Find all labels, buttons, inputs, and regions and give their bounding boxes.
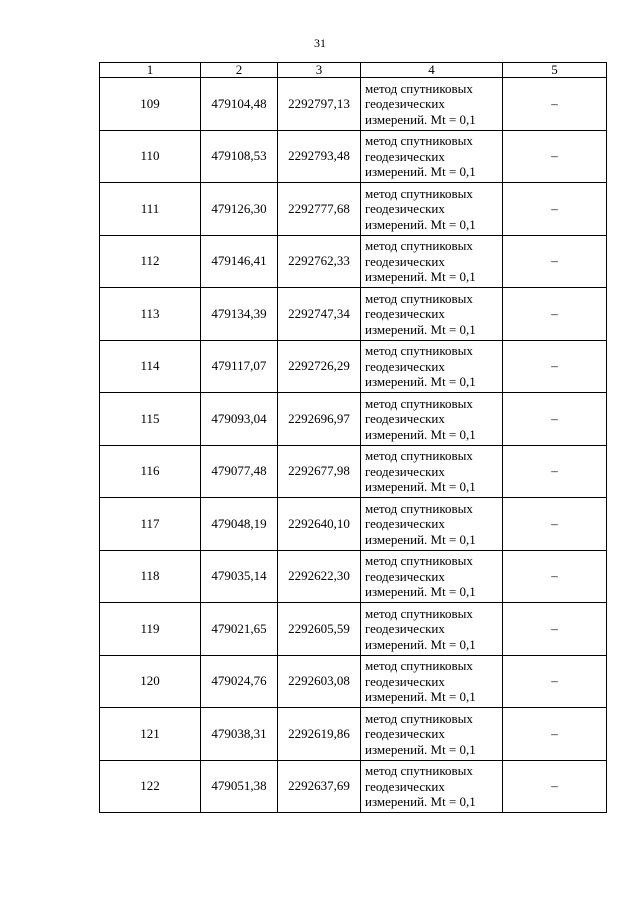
table-row — [100, 78, 607, 131]
point-number-cell: 116 — [100, 445, 201, 498]
column-header-3: 3 — [278, 63, 361, 78]
method-cell — [361, 183, 503, 236]
table-row — [100, 340, 607, 393]
point-number-cell: 117 — [100, 498, 201, 551]
x-coordinate-cell: 479035,14 — [201, 550, 278, 603]
column-header-2: 2 — [201, 63, 278, 78]
note-cell: – — [503, 550, 607, 603]
x-coordinate-cell: 479038,31 — [201, 708, 278, 761]
method-cell — [361, 550, 503, 603]
method-line: измерений. Mt = 0,1 — [365, 794, 476, 809]
method-line: измерений. Mt = 0,1 — [365, 741, 476, 757]
note-cell: – — [503, 445, 607, 498]
method-line: метод спутниковых — [365, 290, 473, 306]
x-coordinate-cell: 479021,65 — [201, 603, 278, 656]
table-row — [100, 760, 607, 813]
method-cell — [361, 603, 503, 656]
method-cell — [361, 288, 503, 341]
note-cell: – — [503, 78, 607, 131]
y-coordinate-cell: 2292637,69 — [278, 760, 361, 813]
x-coordinate-cell: 479108,53 — [201, 130, 278, 183]
method-line: геодезических — [365, 253, 445, 269]
note-cell: – — [503, 760, 607, 813]
x-coordinate-cell: 479093,04 — [201, 393, 278, 446]
note-cell: – — [503, 393, 607, 446]
method-line: измерений. Mt = 0,1 — [365, 216, 476, 232]
table-row — [100, 498, 607, 551]
table-row — [100, 655, 607, 708]
point-number-cell: 112 — [100, 235, 201, 288]
table-row — [100, 130, 607, 183]
x-coordinate-cell: 479048,19 — [201, 498, 278, 551]
method-line: метод спутниковых — [365, 710, 473, 726]
column-header-4: 4 — [361, 63, 503, 78]
table-header — [100, 63, 607, 78]
method-line: геодезических — [365, 148, 445, 164]
y-coordinate-cell: 2292677,98 — [278, 445, 361, 498]
method-line: метод спутниковых — [365, 238, 473, 253]
method-line: геодезических — [365, 621, 445, 636]
method-cell — [361, 340, 503, 393]
note-cell: – — [503, 498, 607, 551]
note-cell: – — [503, 288, 607, 341]
method-line: метод спутниковых — [365, 185, 473, 201]
y-coordinate-cell: 2292777,68 — [278, 183, 361, 236]
point-number-cell: 109 — [100, 78, 201, 131]
header-row — [100, 63, 607, 78]
method-line: геодезических — [365, 673, 445, 689]
y-coordinate-cell: 2292793,48 — [278, 130, 361, 183]
table-row — [100, 235, 607, 288]
y-coordinate-cell: 2292762,33 — [278, 235, 361, 288]
y-coordinate-cell: 2292603,08 — [278, 655, 361, 708]
table-row — [100, 708, 607, 761]
method-line: метод спутниковых — [365, 553, 473, 568]
method-line: геодезических — [365, 411, 445, 426]
method-cell — [361, 235, 503, 288]
method-line: метод спутниковых — [365, 658, 473, 673]
point-number-cell: 118 — [100, 550, 201, 603]
table-row — [100, 445, 607, 498]
x-coordinate-cell: 479104,48 — [201, 78, 278, 131]
method-cell — [361, 708, 503, 761]
point-number-cell: 113 — [100, 288, 201, 341]
method-line: измерений. Mt = 0,1 — [365, 584, 476, 599]
method-line: метод спутниковых — [365, 395, 473, 411]
point-number-cell: 110 — [100, 130, 201, 183]
page-number: 31 — [314, 36, 326, 50]
column-header-1: 1 — [100, 63, 201, 78]
note-cell: – — [503, 340, 607, 393]
method-line: геодезических — [365, 96, 445, 111]
method-line: геодезических — [365, 726, 445, 741]
y-coordinate-cell: 2292640,10 — [278, 498, 361, 551]
method-line: метод спутниковых — [365, 448, 473, 463]
y-coordinate-cell: 2292605,59 — [278, 603, 361, 656]
note-cell: – — [503, 708, 607, 761]
y-coordinate-cell: 2292622,30 — [278, 550, 361, 603]
method-line: геодезических — [365, 568, 445, 584]
point-number-cell: 114 — [100, 340, 201, 393]
point-number-cell: 121 — [100, 708, 201, 761]
table-row — [100, 288, 607, 341]
method-line: метод спутниковых — [365, 605, 473, 621]
x-coordinate-cell: 479077,48 — [201, 445, 278, 498]
method-line: измерений. Mt = 0,1 — [365, 111, 476, 127]
method-cell — [361, 78, 503, 131]
method-line: измерений. Mt = 0,1 — [365, 636, 476, 652]
note-cell: – — [503, 655, 607, 708]
method-line: геодезических — [365, 463, 445, 479]
method-cell — [361, 760, 503, 813]
column-header-5: 5 — [503, 63, 607, 78]
table-row — [100, 183, 607, 236]
table-row — [100, 603, 607, 656]
x-coordinate-cell: 479024,76 — [201, 655, 278, 708]
y-coordinate-cell: 2292726,29 — [278, 340, 361, 393]
y-coordinate-cell: 2292797,13 — [278, 78, 361, 131]
x-coordinate-cell: 479134,39 — [201, 288, 278, 341]
x-coordinate-cell: 479117,07 — [201, 340, 278, 393]
point-number-cell: 115 — [100, 393, 201, 446]
method-line: геодезических — [365, 306, 445, 321]
point-number-cell: 122 — [100, 760, 201, 813]
method-line: метод спутниковых — [365, 500, 473, 516]
method-line: геодезических — [365, 358, 445, 374]
note-cell: – — [503, 235, 607, 288]
table-row — [100, 550, 607, 603]
table-row — [100, 393, 607, 446]
method-line: измерений. Mt = 0,1 — [365, 269, 476, 284]
coordinates-table — [99, 62, 607, 813]
method-cell — [361, 498, 503, 551]
method-line: измерений. Mt = 0,1 — [365, 689, 476, 704]
method-line: геодезических — [365, 201, 445, 216]
note-cell: – — [503, 183, 607, 236]
x-coordinate-cell: 479051,38 — [201, 760, 278, 813]
point-number-cell: 111 — [100, 183, 201, 236]
method-line: измерений. Mt = 0,1 — [365, 479, 476, 494]
method-cell — [361, 393, 503, 446]
y-coordinate-cell: 2292619,86 — [278, 708, 361, 761]
y-coordinate-cell: 2292747,34 — [278, 288, 361, 341]
method-line: метод спутниковых — [365, 80, 473, 96]
method-cell — [361, 445, 503, 498]
x-coordinate-cell: 479126,30 — [201, 183, 278, 236]
method-line: метод спутниковых — [365, 133, 473, 148]
method-line: метод спутниковых — [365, 763, 473, 778]
table-body — [100, 78, 607, 813]
method-cell — [361, 130, 503, 183]
point-number-cell: 119 — [100, 603, 201, 656]
method-line: измерений. Mt = 0,1 — [365, 531, 476, 547]
method-line: геодезических — [365, 778, 445, 794]
method-line: геодезических — [365, 516, 445, 531]
point-number-cell: 120 — [100, 655, 201, 708]
x-coordinate-cell: 479146,41 — [201, 235, 278, 288]
method-line: метод спутниковых — [365, 343, 473, 358]
method-line: измерений. Mt = 0,1 — [365, 426, 476, 442]
note-cell: – — [503, 130, 607, 183]
method-line: измерений. Mt = 0,1 — [365, 164, 476, 179]
method-cell — [361, 655, 503, 708]
method-line: измерений. Mt = 0,1 — [365, 374, 476, 389]
method-line: измерений. Mt = 0,1 — [365, 321, 476, 337]
y-coordinate-cell: 2292696,97 — [278, 393, 361, 446]
note-cell: – — [503, 603, 607, 656]
